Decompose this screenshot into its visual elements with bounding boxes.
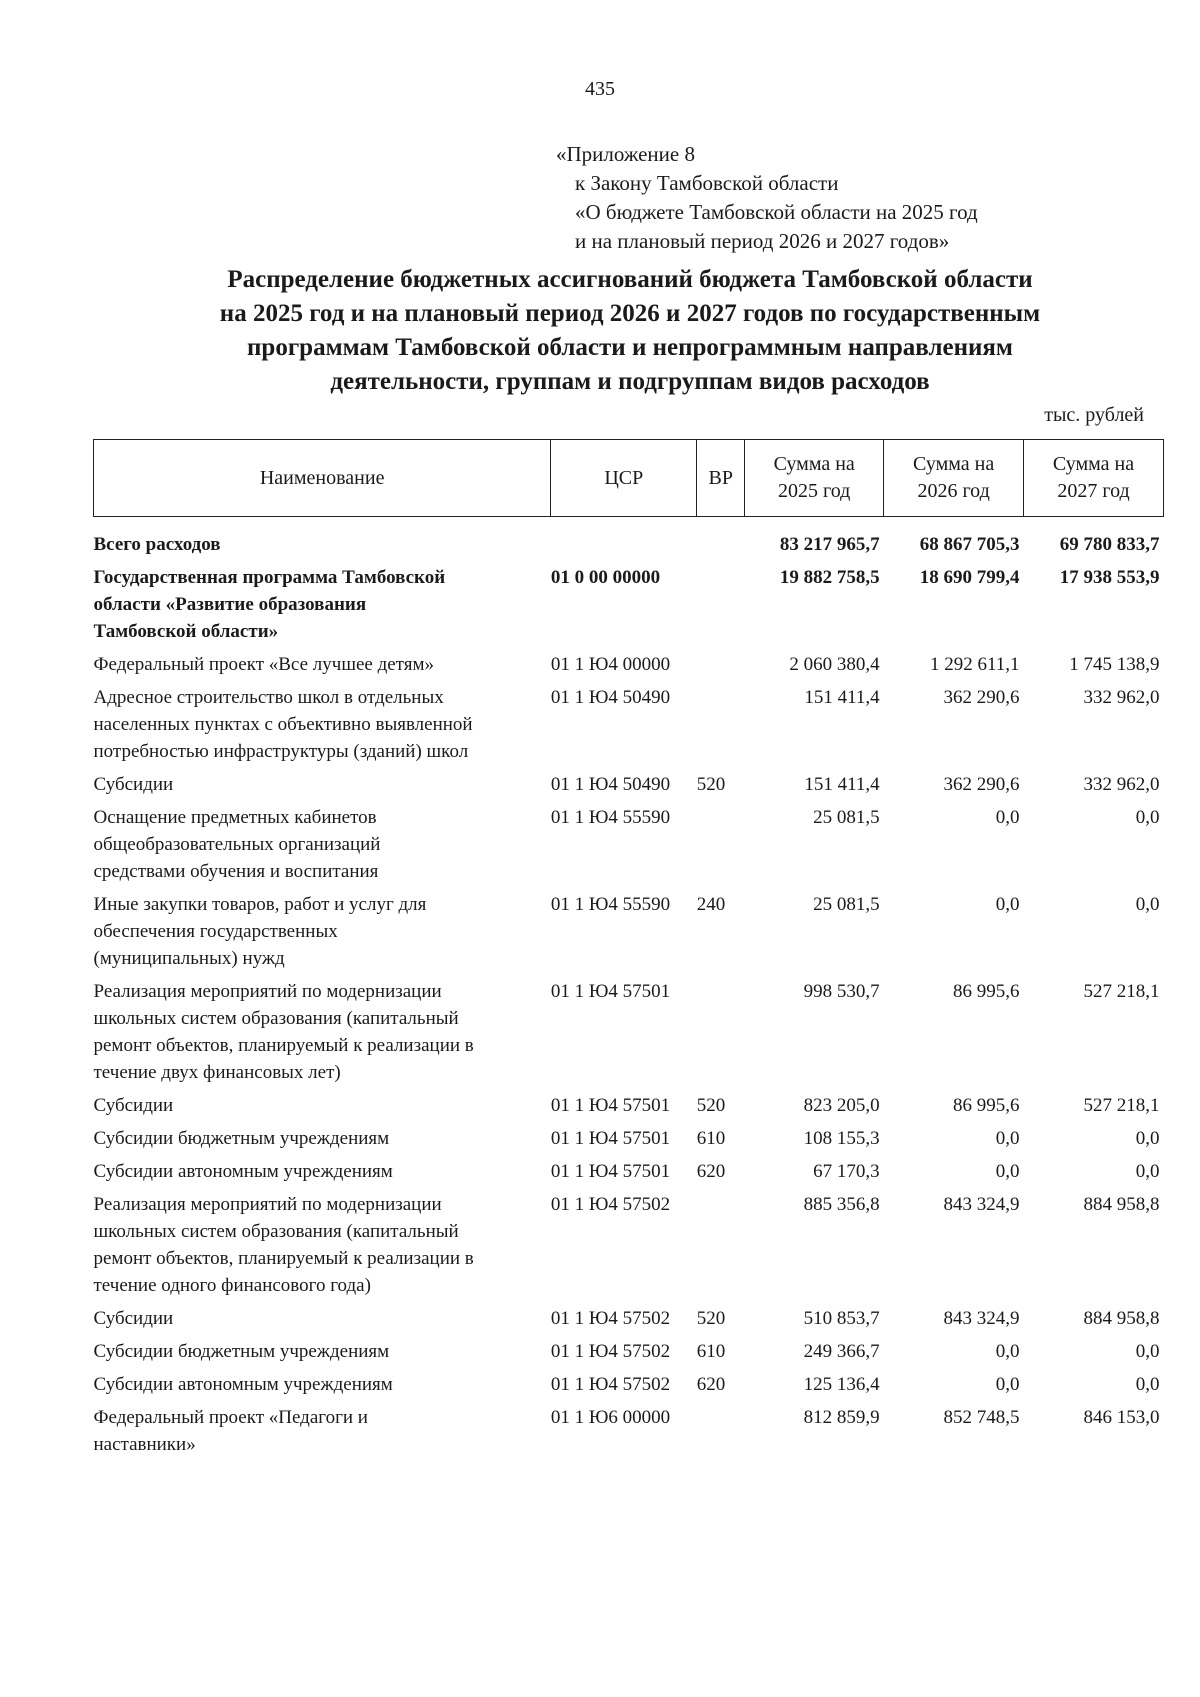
- cell-sum-2027: 0,0: [1135, 1374, 1160, 1395]
- cell-csr: 01 1 Ю4 55590: [550, 894, 671, 915]
- table-row: [94, 768, 1164, 801]
- header-csr: ЦСР: [551, 440, 697, 517]
- cell-name: [94, 1368, 551, 1401]
- cell-name: [94, 1155, 551, 1188]
- cell-vr: 520: [696, 1095, 726, 1116]
- cell-name: [94, 681, 551, 768]
- cell-vr: [697, 975, 745, 1089]
- cell-sum-2025: 2 060 380,4: [789, 654, 880, 675]
- cell-csr: 01 1 Ю4 57502: [550, 1308, 671, 1329]
- cell-sum-2026: 362 290,6: [943, 687, 1020, 708]
- title-line: Распределение бюджетных ассигнований бюджета Тамбовской области: [227, 266, 1033, 293]
- cell-name: [94, 648, 551, 681]
- cell-sum-2026: 852 748,5: [943, 1407, 1020, 1428]
- cell-name-line: Субсидии автономным учреждениям: [93, 1374, 393, 1395]
- cell-name-line: Государственная программа Тамбовской: [93, 567, 446, 588]
- cell-name-line: Федеральный проект «Все лучшее детям»: [93, 654, 434, 675]
- cell-vr: [697, 801, 745, 888]
- cell-sum-2025: 83 217 965,7: [779, 534, 880, 555]
- cell-csr: 01 1 Ю6 00000: [550, 1407, 671, 1428]
- cell-name-line: Оснащение предметных кабинетов: [93, 807, 377, 828]
- cell-name-line: Реализация мероприятий по модернизации: [93, 981, 442, 1002]
- cell-name: [94, 1302, 551, 1335]
- cell-csr: 01 1 Ю4 50490: [550, 687, 671, 708]
- appendix-line: к Закону Тамбовской области: [575, 171, 839, 195]
- cell-vr: 610: [696, 1341, 726, 1362]
- table-header-row: [94, 440, 1164, 517]
- cell-name-line: Реализация мероприятий по модернизации: [93, 1194, 442, 1215]
- cell-name-line: течение одного финансового года): [93, 1275, 371, 1296]
- cell-csr: [551, 517, 697, 562]
- cell-vr: 620: [696, 1161, 726, 1182]
- header-sum-2025-line2: 2025 год: [778, 480, 851, 502]
- cell-vr: 240: [696, 894, 726, 915]
- cell-sum-2025: 510 853,7: [803, 1308, 880, 1329]
- cell-name-line: школьных систем образования (капитальный: [93, 1221, 459, 1242]
- cell-name-line: Иные закупки товаров, работ и услуг для: [93, 894, 427, 915]
- header-sum-2025-line1: Сумма на: [773, 453, 855, 475]
- table-body: [94, 517, 1164, 1462]
- document-title: [100, 263, 1160, 399]
- cell-name-line: населенных пунктах с объективно выявленной: [93, 714, 473, 735]
- cell-sum-2027: 17 938 553,9: [1059, 567, 1160, 588]
- table-row: [94, 1155, 1164, 1188]
- cell-name: [94, 1335, 551, 1368]
- cell-sum-2026: 68 867 705,3: [919, 534, 1020, 555]
- cell-sum-2026: 0,0: [995, 1341, 1020, 1362]
- cell-name-line: области «Развитие образования: [93, 594, 367, 615]
- cell-name: [94, 1089, 551, 1122]
- cell-csr: 01 1 Ю4 57501: [550, 981, 671, 1002]
- header-sum-2027: [1024, 440, 1164, 517]
- cell-name-line: общеобразовательных организаций: [93, 834, 381, 855]
- title-line: на 2025 год и на плановый период 2026 и 2027 годов по государственным: [219, 300, 1041, 327]
- table-row: [94, 561, 1164, 648]
- cell-name-line: Субсидии бюджетным учреждениям: [93, 1341, 390, 1362]
- cell-vr: [697, 1188, 745, 1302]
- cell-name-line: обеспечения государственных: [93, 921, 338, 942]
- cell-vr: [697, 517, 745, 562]
- table-row: [94, 1122, 1164, 1155]
- cell-sum-2027: 332 962,0: [1083, 687, 1160, 708]
- cell-name: [94, 1122, 551, 1155]
- appendix-line: «О бюджете Тамбовской области на 2025 год: [575, 200, 978, 224]
- cell-sum-2027: 846 153,0: [1083, 1407, 1160, 1428]
- cell-vr: 520: [696, 1308, 726, 1329]
- table-row: [94, 1401, 1164, 1461]
- header-name: Наименование: [94, 440, 551, 517]
- cell-vr: [697, 681, 745, 768]
- header-sum-2026-line1: Сумма на: [912, 453, 995, 475]
- cell-name-line: Субсидии бюджетным учреждениям: [93, 1128, 390, 1149]
- header-sum-2027-line1: Сумма на: [1052, 453, 1135, 475]
- cell-name: [94, 1401, 551, 1461]
- table-row: [94, 648, 1164, 681]
- table-row: [94, 1368, 1164, 1401]
- cell-name-line: Адресное строительство школ в отдельных: [93, 687, 444, 708]
- cell-vr: 620: [696, 1374, 726, 1395]
- cell-name-line: ремонт объектов, планируемый к реализации в: [93, 1248, 474, 1269]
- cell-sum-2027: 0,0: [1135, 1161, 1160, 1182]
- cell-name-line: Федеральный проект «Педагоги и: [93, 1407, 368, 1428]
- cell-name-line: Субсидии: [93, 1095, 174, 1116]
- cell-sum-2026: 18 690 799,4: [919, 567, 1020, 588]
- cell-sum-2026: 843 324,9: [943, 1194, 1020, 1215]
- cell-sum-2027: 0,0: [1135, 1341, 1160, 1362]
- cell-sum-2025: 125 136,4: [803, 1374, 880, 1395]
- cell-sum-2025: 67 170,3: [813, 1161, 880, 1182]
- cell-name-line: потребностью инфраструктуры (зданий) школ: [93, 741, 469, 762]
- cell-sum-2025: 25 081,5: [813, 807, 880, 828]
- table-row: [94, 517, 1164, 562]
- cell-csr: 01 1 Ю4 55590: [550, 807, 671, 828]
- cell-sum-2025: 108 155,3: [803, 1128, 880, 1149]
- cell-name: [94, 975, 551, 1089]
- table-row: [94, 1335, 1164, 1368]
- cell-sum-2025: 885 356,8: [803, 1194, 880, 1215]
- cell-sum-2025: 25 081,5: [813, 894, 880, 915]
- cell-sum-2026: 0,0: [995, 1128, 1020, 1149]
- cell-vr: 610: [696, 1128, 726, 1149]
- cell-sum-2026: 0,0: [995, 1374, 1020, 1395]
- table-row: [94, 888, 1164, 975]
- cell-name: [94, 517, 551, 562]
- cell-sum-2027: 884 958,8: [1083, 1308, 1160, 1329]
- cell-csr: 01 1 Ю4 57501: [550, 1095, 671, 1116]
- cell-name-line: Тамбовской области»: [93, 621, 279, 642]
- cell-sum-2027: 527 218,1: [1083, 981, 1160, 1002]
- cell-name-line: средствами обучения и воспитания: [93, 861, 379, 882]
- page-number: 435: [585, 78, 615, 100]
- cell-csr: 01 1 Ю4 57501: [550, 1128, 671, 1149]
- cell-sum-2027: 527 218,1: [1083, 1095, 1160, 1116]
- cell-csr: 01 1 Ю4 57501: [550, 1161, 671, 1182]
- table-row: [94, 1188, 1164, 1302]
- cell-name-line: Субсидии: [93, 774, 174, 795]
- cell-csr: 01 1 Ю4 57502: [550, 1194, 671, 1215]
- cell-csr: 01 1 Ю4 50490: [550, 774, 671, 795]
- cell-name: [94, 801, 551, 888]
- cell-sum-2025: 151 411,4: [804, 687, 880, 708]
- cell-name-line: ремонт объектов, планируемый к реализации в: [93, 1035, 474, 1056]
- header-vr: ВР: [697, 440, 745, 517]
- cell-name-line: течение двух финансовых лет): [93, 1062, 341, 1083]
- cell-name-line: наставники»: [93, 1434, 196, 1455]
- cell-vr: [697, 1401, 745, 1461]
- cell-vr: 520: [696, 774, 726, 795]
- cell-vr: [697, 561, 745, 648]
- cell-name-line: Субсидии автономным учреждениям: [93, 1161, 393, 1182]
- title-line: программам Тамбовской области и непрограммным направлениям: [247, 334, 1013, 361]
- table-row: [94, 801, 1164, 888]
- appendix-line: и на плановый период 2026 и 2027 годов»: [575, 229, 950, 253]
- appendix-line: «Приложение 8: [556, 142, 695, 166]
- header-sum-2027-line2: 2027 год: [1057, 480, 1130, 502]
- cell-csr: 01 0 00 00000: [550, 567, 661, 588]
- cell-name-line: школьных систем образования (капитальный: [93, 1008, 459, 1029]
- table-row: [94, 1302, 1164, 1335]
- cell-sum-2026: 843 324,9: [943, 1308, 1020, 1329]
- cell-sum-2025: 151 411,4: [804, 774, 880, 795]
- cell-csr: 01 1 Ю4 57502: [550, 1374, 671, 1395]
- cell-sum-2027: 1 745 138,9: [1069, 654, 1160, 675]
- cell-csr: 01 1 Ю4 57502: [550, 1341, 671, 1362]
- cell-csr: 01 1 Ю4 00000: [550, 654, 671, 675]
- table-row: [94, 1089, 1164, 1122]
- cell-name: [94, 768, 551, 801]
- cell-name: [94, 1188, 551, 1302]
- cell-sum-2027: 0,0: [1135, 1128, 1160, 1149]
- cell-sum-2026: 86 995,6: [953, 1095, 1020, 1116]
- cell-sum-2026: 0,0: [995, 894, 1020, 915]
- cell-sum-2026: 0,0: [995, 807, 1020, 828]
- title-line: деятельности, группам и подгруппам видов расходов: [330, 368, 930, 395]
- cell-sum-2027: 332 962,0: [1083, 774, 1160, 795]
- appendix-reference: [556, 140, 978, 256]
- cell-vr: [697, 648, 745, 681]
- units-label: тыс. рублей: [1044, 404, 1144, 426]
- cell-sum-2027: 0,0: [1135, 807, 1160, 828]
- cell-sum-2025: 812 859,9: [803, 1407, 880, 1428]
- budget-table: [93, 439, 1164, 1461]
- cell-sum-2025: 19 882 758,5: [779, 567, 880, 588]
- header-sum-2026-line2: 2026 год: [917, 480, 990, 502]
- cell-sum-2026: 86 995,6: [953, 981, 1020, 1002]
- cell-sum-2026: 0,0: [995, 1161, 1020, 1182]
- cell-sum-2025: 998 530,7: [803, 981, 880, 1002]
- table-row: [94, 975, 1164, 1089]
- cell-sum-2027: 884 958,8: [1083, 1194, 1160, 1215]
- cell-sum-2026: 362 290,6: [943, 774, 1020, 795]
- cell-sum-2025: 249 366,7: [803, 1341, 880, 1362]
- cell-sum-2026: 1 292 611,1: [930, 654, 1020, 675]
- cell-name: [94, 561, 551, 648]
- cell-sum-2025: 823 205,0: [803, 1095, 880, 1116]
- header-sum-2026: [884, 440, 1024, 517]
- cell-name-line: (муниципальных) нужд: [93, 948, 285, 969]
- header-sum-2025: [745, 440, 884, 517]
- cell-name-line: Всего расходов: [93, 534, 221, 555]
- table-row: [94, 681, 1164, 768]
- cell-name: [94, 888, 551, 975]
- cell-name-line: Субсидии: [93, 1308, 174, 1329]
- cell-sum-2027: 69 780 833,7: [1059, 534, 1160, 555]
- cell-sum-2027: 0,0: [1135, 894, 1160, 915]
